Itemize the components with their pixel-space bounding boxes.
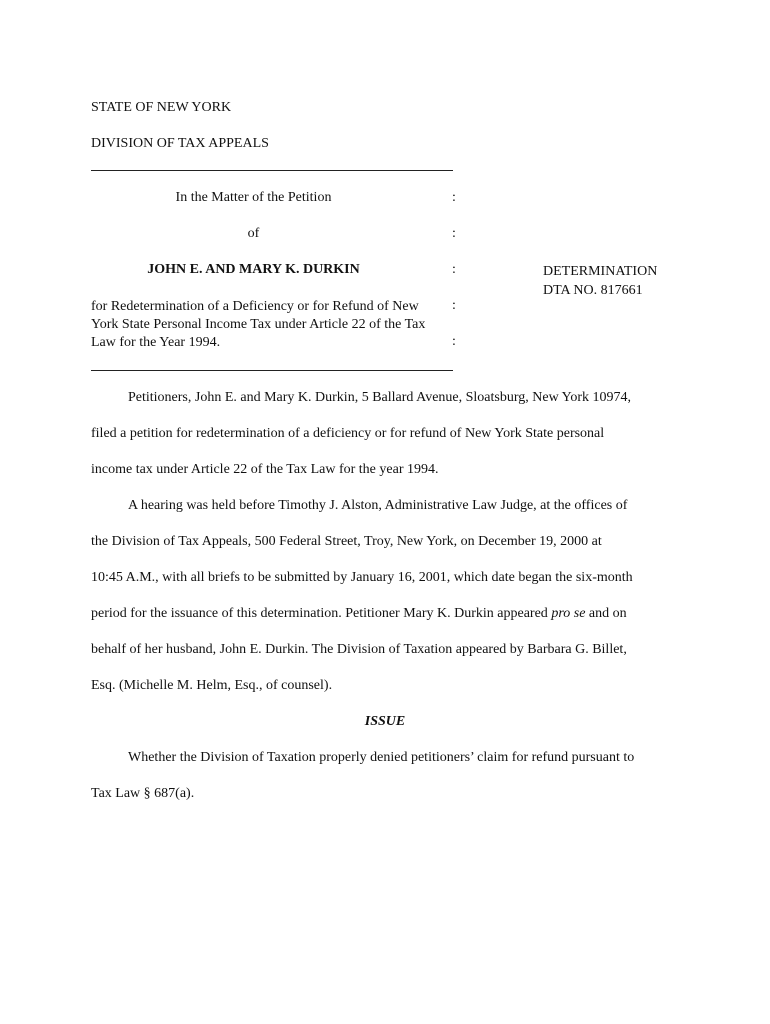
pro-se-term: pro se — [551, 606, 586, 621]
determination-block — [543, 262, 657, 300]
caption-top-rule — [91, 170, 453, 171]
caption-colon: : — [452, 190, 456, 205]
caption-petitioner-names: JOHN E. AND MARY K. DURKIN — [147, 262, 360, 277]
paragraph2-line4-end: and on — [585, 606, 627, 621]
issue-heading: ISSUE — [364, 714, 406, 729]
issue-line1: Whether the Division of Taxation properly denied petitioners’ claim for refund pursuant to — [128, 750, 635, 765]
paragraph2-line4-text: period for the issuance of this determination. Petitioner Mary K. Durkin appeared — [91, 606, 552, 621]
determination-title: DETERMINATION — [543, 264, 658, 279]
paragraph2-line6: Esq. (Michelle M. Helm, Esq., of counsel). — [91, 678, 333, 693]
paragraph2-line2: the Division of Tax Appeals, 500 Federal Street, Troy, New York, on December 19, 2000 at — [91, 534, 602, 549]
paragraph2-line3: 10:45 A.M., with all briefs to be submitted by January 16, 2001, which date began the six-month — [91, 570, 633, 585]
caption-of: of — [247, 226, 260, 241]
caption-colon: : — [452, 334, 456, 349]
paragraph1-line2: filed a petition for redetermination of a deficiency or for refund of New York State personal — [91, 426, 605, 441]
division-heading: DIVISION OF TAX APPEALS — [91, 136, 269, 151]
caption-colon: : — [452, 262, 456, 277]
caption-colon: : — [452, 226, 456, 241]
paragraph2-line4 — [91, 606, 627, 622]
paragraph2-line1: A hearing was held before Timothy J. Alston, Administrative Law Judge, at the offices of — [128, 498, 628, 513]
caption-colon: : — [452, 298, 456, 313]
caption-bottom-rule — [91, 370, 453, 371]
dta-number: DTA NO. 817661 — [543, 283, 643, 298]
caption-redetermination-text: for Redetermination of a Deficiency or for Refund of New York State Personal Income Tax under Article 22 of the Tax Law for the Year 1994. — [91, 299, 426, 350]
paragraph2-line5: behalf of her husband, John E. Durkin. The Division of Taxation appeared by Barbara G. Billet, — [91, 642, 627, 657]
paragraph1-line1: Petitioners, John E. and Mary K. Durkin, 5 Ballard Avenue, Sloatsburg, New York 10974, — [128, 390, 632, 405]
state-heading: STATE OF NEW YORK — [91, 100, 232, 115]
caption-matter: In the Matter of the Petition — [175, 190, 332, 205]
issue-line2: Tax Law § 687(a). — [91, 786, 195, 801]
paragraph1-line3: income tax under Article 22 of the Tax Law for the year 1994. — [91, 462, 439, 477]
